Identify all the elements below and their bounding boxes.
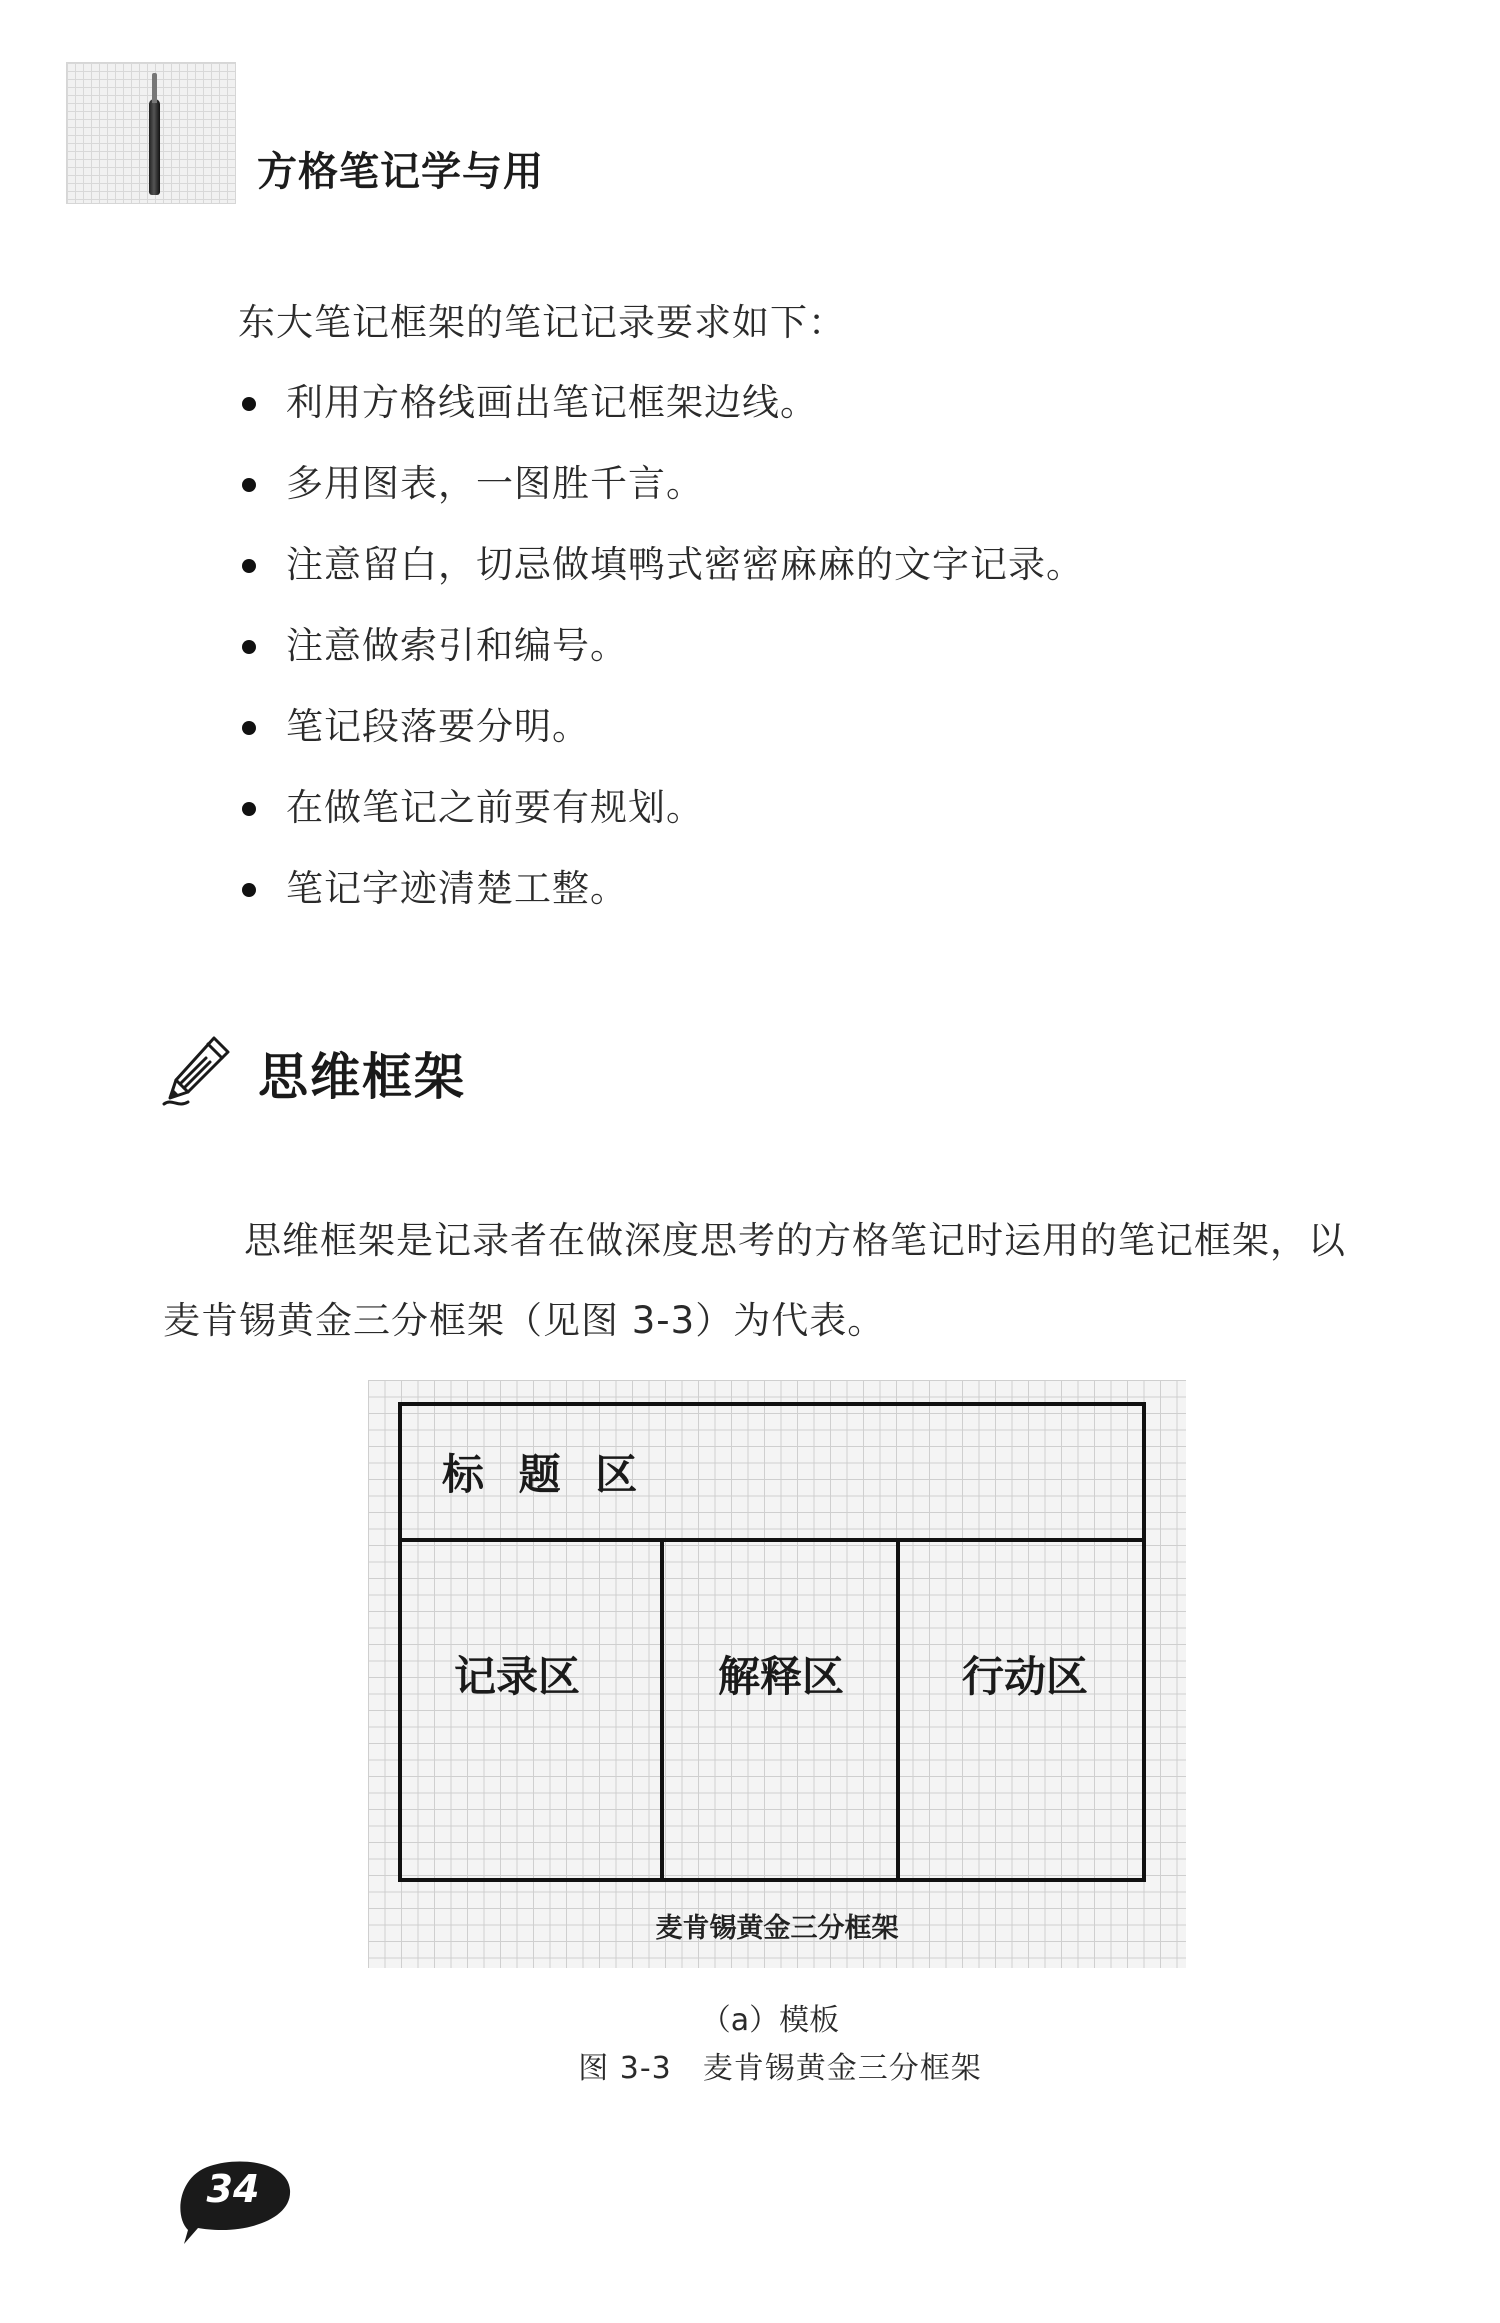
- column-divider: [660, 1538, 664, 1878]
- bullet-icon: [242, 883, 256, 897]
- list-item-text: 注意留白，切忌做填鸭式密密麻麻的文字记录。: [286, 543, 1084, 586]
- figure-inner-caption: 麦肯锡黄金三分框架: [655, 1913, 899, 1944]
- list-item-text: 利用方格线画出笔记框架边线。: [286, 381, 818, 424]
- bullet-icon: [242, 640, 256, 654]
- running-header-title: 方格笔记学与用: [257, 149, 544, 195]
- figure-sub-caption: （a）模板: [700, 2003, 840, 2038]
- title-divider: [402, 1538, 1142, 1542]
- paragraph-line: 麦肯锡黄金三分框架（见图 3-3）为代表。: [163, 1299, 886, 1342]
- requirements-list: [236, 381, 1084, 951]
- list-item-text: 笔记字迹清楚工整。: [286, 867, 628, 910]
- bullet-icon: [242, 478, 256, 492]
- bullet-icon: [242, 559, 256, 573]
- list-item: [236, 705, 1084, 789]
- page-number: 34: [206, 2167, 260, 2211]
- list-item-text: 多用图表，一图胜千言。: [286, 462, 704, 505]
- column-divider: [896, 1538, 900, 1878]
- section-heading: 思维框架: [258, 1048, 466, 1106]
- paragraph-line: 思维框架是记录者在做深度思考的方格笔记时运用的笔记框架，以: [244, 1219, 1346, 1262]
- list-item: [236, 462, 1084, 546]
- bullet-icon: [242, 802, 256, 816]
- list-item: [236, 867, 1084, 951]
- list-item: [236, 381, 1084, 465]
- list-item: [236, 543, 1084, 627]
- figure-caption: 图 3-3 麦肯锡黄金三分框架: [578, 2051, 982, 2086]
- list-item-text: 注意做索引和编号。: [286, 624, 628, 667]
- intro-text: 东大笔记框架的笔记记录要求如下：: [238, 301, 846, 344]
- list-item-text: 在做笔记之前要有规划。: [286, 786, 704, 829]
- pen-icon: [149, 99, 160, 195]
- title-zone-label: 标 题 区: [442, 1450, 648, 1499]
- header-notebook-thumbnail: [66, 62, 236, 204]
- list-item: [236, 786, 1084, 870]
- pencil-icon: [158, 1030, 238, 1110]
- framework-frame: [398, 1402, 1146, 1882]
- bullet-icon: [242, 721, 256, 735]
- action-zone-label: 行动区: [962, 1652, 1089, 1701]
- record-zone-label: 记录区: [454, 1652, 581, 1701]
- explain-zone-label: 解释区: [718, 1652, 845, 1701]
- framework-figure: [368, 1380, 1186, 1968]
- list-item: [236, 624, 1084, 708]
- bullet-icon: [242, 397, 256, 411]
- list-item-text: 笔记段落要分明。: [286, 705, 590, 748]
